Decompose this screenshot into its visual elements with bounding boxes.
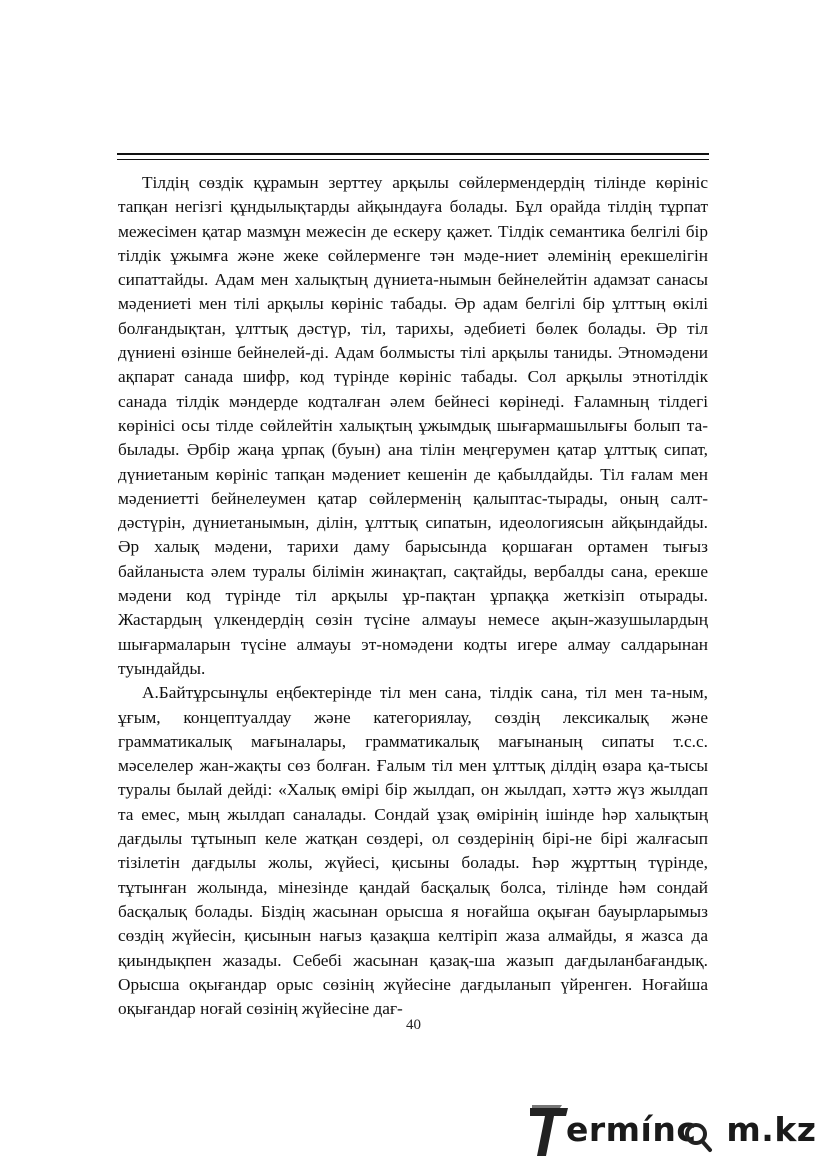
paragraph-1: Тілдің сөздік құрамын зерттеу арқылы сөйлермендердің тілінде көрініс тапқан негізгі құндылықтарды айқындауға болады. Бұл орайда тілдің тұрпат межесімен қатар мазмұн межесін де ескеру қажет. Тілдік семантика белгілі бір тілдік ұжымға және жеке сөйлерменге тән мәде-ниет әлемінің ерекшелігін сипаттайды. Адам мен халықтың дүниета-нымын бейнелейтін адамзат санасы мәдениеті мен тілі арқылы көрініс табады. Әр адам белгілі бір ұлттың өкілі болғандықтан, ұлттық дәстүр, тіл, тарихы, әдебиеті бөлек болады. Әр тіл дүниені өзінше бейнелей-ді. Адам болмысты тілі арқылы таниды. Этномәдени ақпарат санада шифр, код түрінде көрініс табады. Сол арқылы этнотілдік санада тілдік мәндерде кодталған әлем бейнесі көрінеді. Ғаламның тілдегі көрінісі осы тілде сөйлейтін халықтың ұжымдық шығармашылығы болып та-былады. Әрбір жаңа ұрпақ (буын) ана тілін меңгерумен қатар ұлттық сипат, дүниетаным көрініс тапқан мәдениет кешенін де қабылдайды. Тіл ғалам мен мәдениетті бейнелеумен қатар сөйлерменің қалыптас-тырады, оның салт-дәстүрін, дүниетанымын, ділін, ұлттық сипатын, идеологиясын айқындайды. Әр халық мәдени, тарихи даму барысында қоршаған ортамен тығыз байланыста әлем туралы білімін жинақтап, сақтайды, вербалды сана, ерекше мәдени код түрінде тіл арқылы ұр-пақтан ұрпаққа жеткізіп отырады. Жастардың үлкендердің сөзін түсіне алмауы немесе ақын-жазушылардың шығармаларын түсіне алмауы эт-номәдени кодты игере алмау салдарынан туындайды.: [118, 173, 708, 678]
paragraph-2: А.Байтұрсынұлы еңбектерінде тіл мен сана, тілдік сана, тіл мен та-ным, ұғым, концептуалдау және категориялау, сөздің лексикалық және грамматикалық мағыналары, грамматикалық мағынаның сипаты т.с.с. мәселелер жан-жақты сөз болған. Ғалым тіл мен ұлттық ділдің өзара қа-тысы туралы былай дейді: «Халық өмірі бір жылдап, он жылдап, хәттә жүз жылдап та емес, мың жылдап саналады. Сондай ұзақ өмірінің ішінде һәр халықтың дағдылы тұтынып келе жатқан сөздері, ол сөздерінің бірі-не бірі жалғасып тізілетін дағдылы жолы, жүйесі, қисыны болады. Һәр жұрттың түрінде, тұтынған жолында, мінезінде қандай басқалық болса, тілінде һәм сондай басқалық болады. Біздің жасынан орысша я ноғайша оқыған бауырларымыз сөздің жүйесін, қисынын нағыз қазақша келтіріп жаза алмайды, я жазса да қиындықпен жазады. Себебі жасынан қазақ-ша жазып дағдыланбағандық. Орысша оқығандар орыс сөзінің жүйесіне дағдыланып үйренген. Ноғайша оқығандар ноғай сөзінің жүйесіне дағ-: [118, 683, 708, 1019]
magnifier-o-icon: [683, 1121, 713, 1153]
logo-t-icon: [528, 1104, 570, 1159]
header-rule-thick: [117, 153, 709, 155]
header-rule-thin: [117, 159, 709, 160]
termincom-logo: [528, 1104, 818, 1159]
body-text: [118, 171, 708, 1021]
logo-wordmark: ermínc m.kz: [566, 1110, 817, 1149]
page-number: 40: [406, 1017, 421, 1033]
